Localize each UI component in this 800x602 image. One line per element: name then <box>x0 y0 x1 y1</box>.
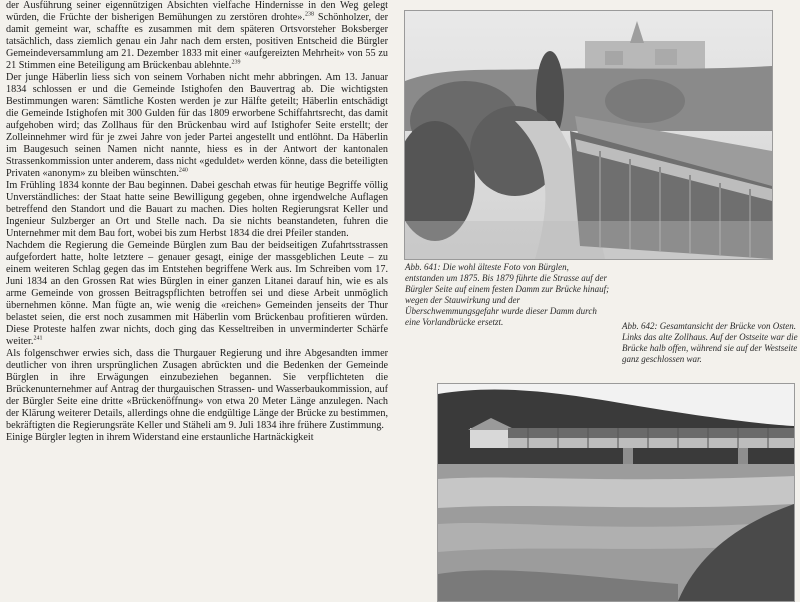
photo-bridge-from-east <box>437 383 795 602</box>
photo-bridge-buerglen-1875 <box>404 10 773 260</box>
caption-fig-642: Abb. 642: Gesamtansicht der Brücke von Osten. Links das alte Zollhaus. Auf der Ostseite war die Brücke halb offen, während sie auf der Westseite ganz geschlossen war. <box>622 321 798 364</box>
paragraph: Als folgenschwer erwies sich, dass die Thurgauer Regierung und ihre Abgesandten immer deutlicher von ihren ursprünglichen Zusagen abrückten und die Bedenken der Gemeinde Bürglen in ihre Erwägungen einzubeziehen begannen. Sie verpflichteten die Brückenunternehmer auf Antrag der thurgauischen Strassen- und Wasserbaukommission, auf der Bürgler Seite eine dritte «Brückenöffnung» von etwa 20 Meter Länge anzulegen. Nach der Klärung weiterer Details, allerdings ohne die endgültige Länge der Brücke zu bestimmen, bekräftigten die Regierungsräte Keller und Stäheli am 9. Juli 1834 ihre frühere Zustimmung. <box>6 348 388 431</box>
paragraph: der Ausführung seiner eigennützigen Absichten vielfache Hindernisse in den Weg gelegt würden, die Früchte der bisherigen Bemühungen zu zerstören drohte».$^{238}$ Schönholzer, der damit gemeint war, schaffte es zusammen mit dem späteren Ortsvorsteher Boksberger tatsächlich, dass ziemlich genau ein Jahr nach dem ersten, positiven Entscheid die Bürgler Gemeindeversammlung am 21. Dezember 1833 mit einer «aufgereizten Mehrheit» von 55 zu 21 Stimmen eine Beteiligung am Brückenbau ablehnte.$^{239}$ <box>6 0 388 71</box>
photo-642-image <box>438 384 794 601</box>
body-text-column <box>6 0 388 444</box>
caption-fig-641: Abb. 641: Die wohl älteste Foto von Bürglen, entstanden um 1875. Bis 1879 führte die Strasse auf der Bürgler Seite auf einem festen Damm zur Brücke hinauf; wegen der Stauwirkung und der Überschwemmungsgefahr wurde dieser Damm durch eine Vorlandbrücke ersetzt. <box>405 262 610 327</box>
photo-641-image <box>405 11 772 259</box>
paragraph: Im Frühling 1834 konnte der Bau beginnen. Dabei geschah etwas für heutige Begriffe völlig Unverständliches: der Staat hatte seine Bewilligung gegeben, ohne irgendwelche Auflagen betreffend den Standort und die Bauart zu machen. Dies holten Regierungsrat Keller und Ingenieur Sulzberger an Ort und Stelle nach. Da sie nichts beanstandeten, fuhren die Unternehmer mit dem Bau fort, wobei bis zum Herbst 1834 die drei Pfeiler standen. <box>6 180 388 239</box>
paragraph: Nachdem die Regierung die Gemeinde Bürglen zum Bau der beidseitigen Zufahrtsstrassen aufgefordert hatte, holte letztere – genauer gesagt, einige der massgeblichen Leute – zu einem weiteren Schlag gegen das im Entstehen begriffene Werk aus. Im Schreiben vom 17. Juni 1834 an den Grossen Rat wies Bürglen in einer ganzen Litanei darauf hin, wie es als arme Gemeinde von grossen Beitragspflichten betroffen sei und diese Arbeit unmöglich übernehmen könne. Man fügte an, wie wenig die «reichen» Gemeinden jenseits der Thur belastet seien, die erst noch zusammen mit Häberlin vom Brückenbau profitieren würden. Diese Proteste halfen zwar nichts, doch ging das Kesseltreiben in unverminderter Schärfe weiter.$^{241}$ <box>6 240 388 347</box>
paragraph: Einige Bürgler legten in ihrem Widerstand eine erstaunliche Hartnäckigkeit <box>6 432 314 443</box>
paragraph: Der junge Häberlin liess sich von seinem Vorhaben nicht mehr abbringen. Am 13. Januar 1834 schlossen er und die Gemeinde Istighofen den Bauvertrag ab. Die wichtigsten Bestimmungen waren: Sämtliche Kosten werden je zur Hälfte geteilt; Häberlin entschädigt die Gemeinde Istighofen mit 300 Gulden für das 1809 erworbene Schiffahrtsrecht, das damit aufgehoben wird; das Zollhaus für den Brückenbau wird auf Istighofer Seite erstellt; der Zolleinnehmer wird für je zwei Jahre von jeder Partei angestellt und entlöhnt. Da Häberlin im Baugesuch seinen Namen nicht nannte, hiess es in der Antwort der kantonalen Strassenkommission unter anderem, dass nicht «geduldet» werden könne, dass die beteiligten Privaten «anonym» zu bleiben wünschten.$^{240}$ <box>6 72 388 179</box>
